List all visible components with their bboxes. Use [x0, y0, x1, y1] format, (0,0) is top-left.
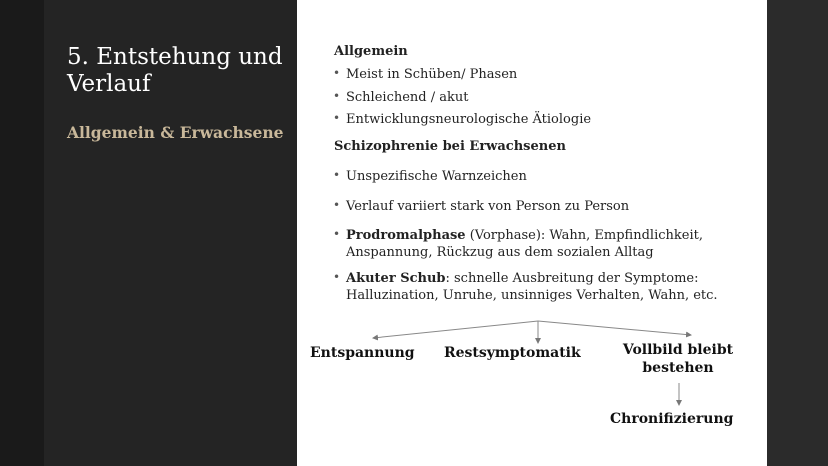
bullet-icon: •	[333, 198, 341, 212]
slide-title: 5. Entstehung und Verlauf	[67, 44, 283, 97]
bullet-text: Unspezifische Warnzeichen	[346, 169, 527, 184]
heading-erwachsene: Schizophrenie bei Erwachsenen	[334, 139, 566, 154]
right-border	[767, 0, 828, 466]
bullet-icon: •	[333, 168, 341, 182]
outcome-vollbild	[618, 342, 738, 376]
arrow-to-vollbild	[538, 321, 691, 335]
left-border	[0, 0, 44, 466]
bullet-icon: •	[333, 89, 341, 103]
bullet-text: Verlauf variiert stark von Person zu Person	[346, 199, 630, 214]
bullet-text-line2: Anspannung, Rückzug aus dem sozialen Alltag	[346, 245, 654, 260]
bullet-text: Meist in Schüben/ Phasen	[346, 67, 518, 82]
bullet-icon: •	[333, 66, 341, 80]
slide-subtitle: Allgemein & Erwachsene	[67, 123, 284, 142]
bullet-icon: •	[333, 111, 341, 125]
outcome-vollbild-line2: bestehen	[642, 360, 714, 376]
schub-desc: : schnelle Ausbreitung der Symptome:	[445, 271, 699, 286]
prodromal-term: Prodromalphase	[346, 228, 466, 243]
schub-term: Akuter Schub	[346, 271, 446, 286]
bullet-icon: •	[333, 270, 341, 284]
flow-arrows	[297, 0, 767, 466]
arrow-to-entspannung	[373, 321, 538, 338]
outcome-entspannung: Entspannung	[310, 345, 415, 361]
bullet-text-line2: Halluzination, Unruhe, unsinniges Verhalten, Wahn, etc.	[346, 288, 718, 303]
heading-allgemein: Allgemein	[334, 44, 408, 59]
prodromal-desc: (Vorphase): Wahn, Empfindlichkeit,	[465, 228, 703, 243]
bullet-text: Schleichend / akut	[346, 90, 469, 105]
bullet-icon: •	[333, 227, 341, 241]
outcome-restsymptomatik: Restsymptomatik	[444, 345, 581, 361]
final-chronifizierung: Chronifizierung	[610, 411, 734, 427]
outcome-vollbild-line1: Vollbild bleibt	[622, 342, 734, 358]
bullet-text: Entwicklungsneurologische Ätiologie	[346, 112, 592, 127]
content-panel	[297, 0, 767, 466]
